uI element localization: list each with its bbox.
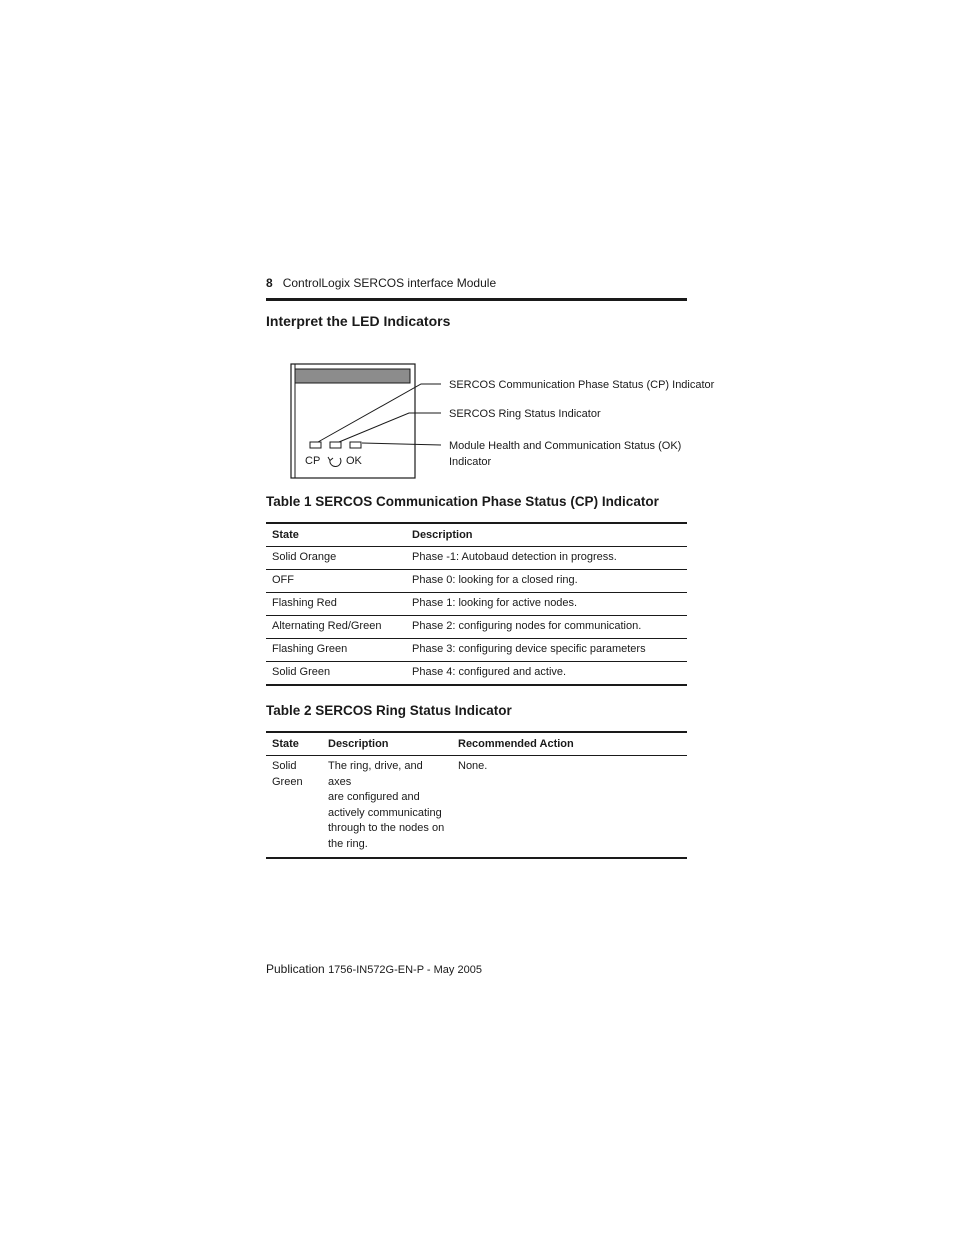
table-row [266, 616, 687, 639]
header-recommended-action: Recommended Action [452, 732, 687, 756]
table-row [266, 547, 687, 570]
description-cell: Phase 0: looking for a closed ring. [406, 570, 687, 593]
table-header-row [266, 523, 687, 547]
cp-led-label: CP [305, 455, 321, 467]
table-row [266, 570, 687, 593]
state-cell: OFF [266, 570, 406, 593]
table-row [266, 662, 687, 686]
state-cell: Flashing Green [266, 639, 406, 662]
description-cell: Phase 1: looking for active nodes. [406, 593, 687, 616]
ring-led-icon [330, 442, 341, 448]
callout-ring: SERCOS Ring Status Indicator [449, 408, 601, 420]
led-indicator-figure [266, 355, 715, 485]
table-row [266, 756, 687, 858]
description-cell: Phase 3: configuring device specific parameters [406, 639, 687, 662]
ok-led-icon [350, 442, 361, 448]
ring-arrow-icon [328, 457, 341, 467]
table-row [266, 639, 687, 662]
description-cell: Phase 2: configuring nodes for communication. [406, 616, 687, 639]
callout-line-ring [339, 413, 441, 442]
callout-ok-continued: Indicator [449, 456, 492, 468]
page-header [266, 276, 687, 290]
header-rule [266, 298, 687, 301]
section-title: Interpret the LED Indicators [266, 313, 451, 329]
table-row [266, 593, 687, 616]
description-cell: The ring, drive, and axes are configured and actively communicating through to the nodes on the ring. [322, 756, 452, 858]
callout-cp: SERCOS Communication Phase Status (CP) Indicator [449, 379, 715, 391]
header-description: Description [406, 523, 687, 547]
cp-status-table [266, 522, 687, 686]
ok-led-label: OK [346, 455, 362, 467]
table1-caption: Table 1 SERCOS Communication Phase Status (CP) Indicator [266, 494, 659, 509]
state-cell: Solid Green [266, 756, 322, 858]
state-cell: Solid Green [266, 662, 406, 686]
description-cell: Phase 4: configured and active. [406, 662, 687, 686]
state-cell: Alternating Red/Green [266, 616, 406, 639]
page-footer [266, 962, 482, 976]
header-state: State [266, 523, 406, 547]
table-header-row [266, 732, 687, 756]
callout-line-ok [362, 443, 441, 445]
header-description: Description [322, 732, 452, 756]
header-state: State [266, 732, 322, 756]
action-cell: None. [452, 756, 687, 858]
page-number: 8 [266, 276, 273, 290]
table2-caption: Table 2 SERCOS Ring Status Indicator [266, 703, 512, 718]
cp-led-icon [310, 442, 321, 448]
callout-ok: Module Health and Communication Status (OK) [449, 440, 682, 452]
ring-status-table [266, 731, 687, 859]
publication-id: 1756-IN572G-EN-P - May 2005 [328, 964, 482, 976]
description-cell: Phase -1: Autobaud detection in progress. [406, 547, 687, 570]
state-cell: Solid Orange [266, 547, 406, 570]
running-title: ControlLogix SERCOS interface Module [282, 276, 497, 290]
footer-label: Publication [266, 962, 325, 976]
module-top-bar [295, 369, 410, 383]
state-cell: Flashing Red [266, 593, 406, 616]
